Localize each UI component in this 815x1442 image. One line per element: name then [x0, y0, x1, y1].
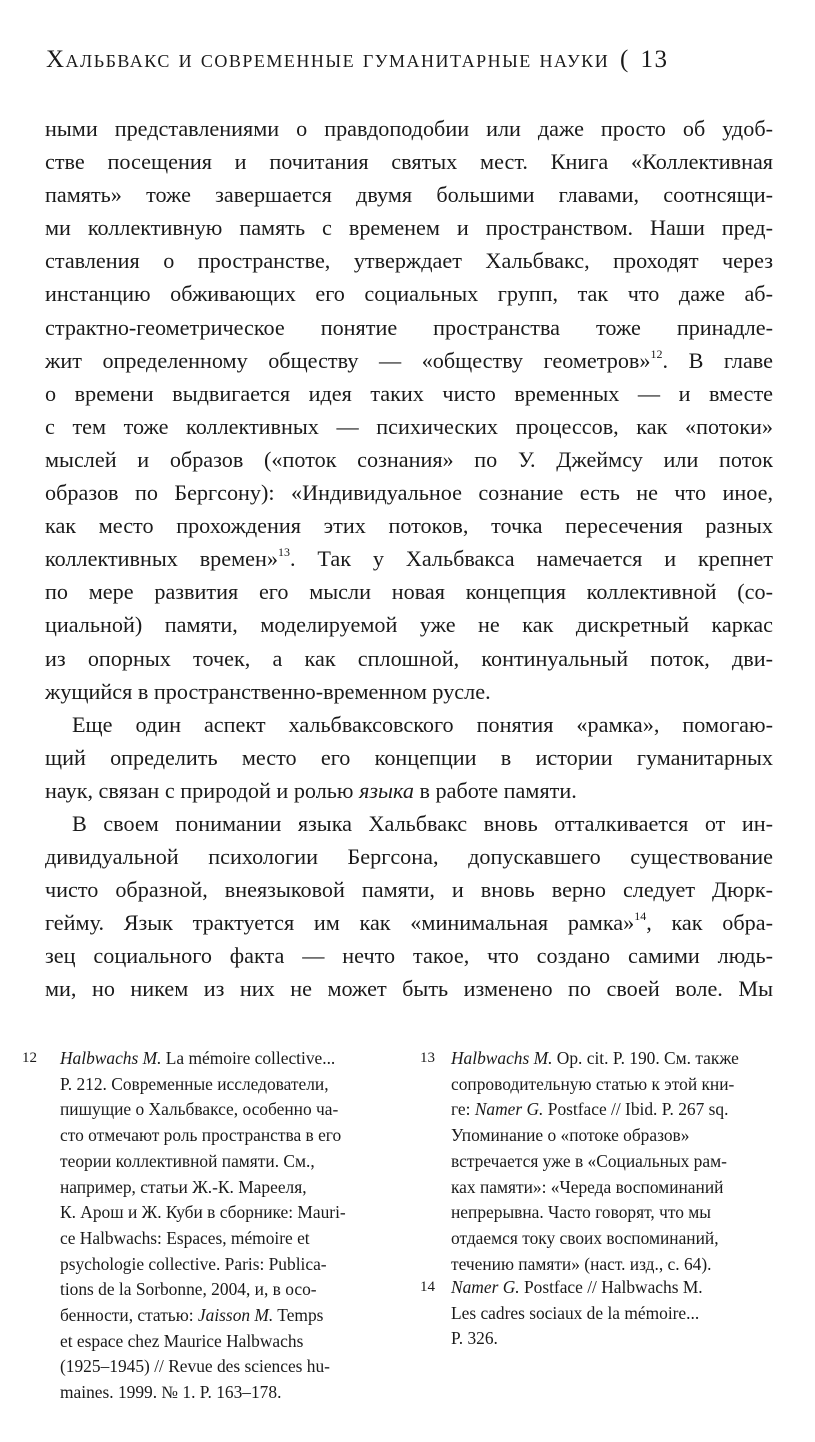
note-line: maines. 1999. № 1. P. 163–178. [60, 1382, 282, 1403]
footnote-text [451, 1275, 771, 1352]
footnote-text [60, 1046, 400, 1406]
text-line: ми коллективную память с временем и пространством. Наши пред- [45, 215, 773, 241]
note-line: сопроводительную статью к этой кни- [451, 1073, 735, 1094]
note-line: Упоминание о «потоке образов» [451, 1125, 690, 1146]
text-line: В своем понимании языка Хальбвакс вновь отталкивается от ин- [72, 810, 773, 836]
footnote-14 [420, 1275, 780, 1352]
note-line: tions de la Sorbonne, 2004, и, в осо- [60, 1279, 317, 1300]
text-line [45, 542, 773, 575]
note-line [451, 1046, 771, 1072]
text-fragment: наук, связан с природой и ролью [45, 777, 360, 803]
text-line: память» тоже завершается двумя большими главами, соотнсящи- [45, 182, 773, 208]
text-line: чисто образной, внеязыковой памяти, и вновь верно следует Дюрк- [45, 877, 773, 903]
note-fragment: Postface // Halbwachs M. [519, 1277, 703, 1297]
note-line: et espace chez Maurice Halbwachs [60, 1330, 304, 1351]
note-line: течению памяти» (наст. изд., с. 64). [451, 1253, 712, 1274]
text-line: Еще один аспект хальбваксовского понятия «рамка», помогаю- [72, 711, 773, 737]
text-line: мыслей и образов («поток сознания» по У. Джеймсу или поток [45, 446, 773, 472]
note-line [60, 1303, 400, 1329]
note-line: например, статьи Ж.-К. Марееля, [60, 1176, 307, 1197]
text-line: из опорных точек, а как сплошной, континуальный поток, дви- [45, 645, 773, 671]
note-fragment: бенности, статью: [60, 1305, 198, 1326]
text-line: ми, но никем из них не может быть изменено по своей воле. Мы [45, 976, 773, 1002]
text-line: инстанцию обживающих его социальных групп, так что даже аб- [45, 281, 773, 307]
paragraph-2 [45, 708, 773, 807]
paragraph-3 [45, 807, 773, 1006]
note-line: psychologie collective. Paris: Publica- [60, 1253, 327, 1274]
note-author: Jaisson M. [197, 1305, 274, 1326]
text-line: стве посещения и почитания святых мест. Книга «Коллективная [45, 149, 773, 175]
footnote-ref-13[interactable]: 13 [277, 545, 290, 560]
note-author: Namer G. [474, 1099, 544, 1120]
text-fragment: жит определенному обществу — «обществу геометров» [45, 347, 651, 373]
note-line: теории коллективной памяти. См., [60, 1150, 315, 1171]
note-line: К. Арош и Ж. Куби в сборнике: Mauri- [60, 1202, 346, 1223]
text-line: с тем тоже коллективных — психических процессов, как «потоки» [45, 413, 773, 439]
note-line: (1925–1945) // Revue des sciences hu- [60, 1356, 330, 1377]
footnote-number: 12 [22, 1050, 37, 1066]
page-number: 13 [640, 46, 669, 73]
note-line: ках памяти»: «Череда воспоминаний [451, 1176, 724, 1197]
text-line [45, 344, 773, 377]
text-line: ными представлениями о правдоподобии или даже просто об удоб- [45, 116, 773, 141]
text-fragment: коллективных времен» [45, 546, 278, 572]
text-line: зец социального факта — нечто такое, что создано самими людь- [45, 943, 773, 969]
note-line: P. 212. Современные исследователи, [60, 1073, 329, 1094]
note-author: Namer G. [451, 1277, 520, 1297]
text-fragment: гейму. Язык трактуется им как «минимальная рамка» [45, 910, 635, 936]
text-line: циальной) памяти, моделируемой уже не как дискретный каркас [45, 612, 773, 638]
footnote-number: 13 [420, 1050, 435, 1066]
text-line: по мере развития его мысли новая концепция коллективной (со- [45, 579, 773, 605]
footnote-number: 14 [420, 1279, 435, 1295]
text-line: ставления о пространстве, утверждает Хальбвакс, проходят через [45, 248, 773, 274]
running-header [46, 38, 773, 82]
text-line: образов по Бергсону): «Индивидуальное сознание есть не что иное, [45, 480, 773, 506]
text-line: как место прохождения этих потоков, точка пересечения разных [45, 513, 773, 539]
footnote-ref-14[interactable]: 14 [634, 909, 647, 924]
note-line: ce Halbwachs: Espaces, mémoire et [60, 1227, 310, 1248]
emphasis-word: языка [359, 777, 414, 803]
note-fragment: ге: [451, 1099, 475, 1120]
note-author: Halbwachs M. [451, 1048, 553, 1068]
note-line: отдаемся току своих воспоминаний, [451, 1227, 719, 1248]
footnote-12 [22, 1046, 392, 1406]
header-separator: ( [619, 46, 630, 73]
note-line: непрерывна. Часто говорят, что мы [451, 1202, 711, 1223]
main-text [45, 112, 773, 1006]
text-fragment: в работе памяти. [413, 777, 577, 803]
footnote-ref-12[interactable]: 12 [650, 346, 663, 361]
text-fragment: , как обра- [646, 910, 773, 936]
note-fragment: La mémoire collective... [161, 1048, 336, 1068]
text-line: жущийся в пространственно-временном русле. [45, 678, 491, 704]
header-title: Хальбвакс и современные гуманитарные науки [46, 46, 610, 73]
note-fragment: Op. cit. P. 190. См. также [552, 1048, 739, 1068]
note-author: Halbwachs M. [60, 1048, 162, 1068]
note-line: пишущие о Хальбваксе, особенно ча- [60, 1099, 339, 1120]
text-line: щий определить место его концепции в истории гуманитарных [45, 744, 773, 770]
text-fragment: . Так у Хальбвакса намечается и крепнет [289, 546, 773, 572]
note-line: встречается уже в «Социальных рам- [451, 1150, 727, 1171]
note-line [451, 1275, 771, 1301]
text-line: о времени выдвигается идея таких чисто временных — и вместе [45, 380, 773, 406]
note-fragment: Postface // Ibid. P. 267 sq. [543, 1099, 729, 1120]
footnote-13 [420, 1046, 780, 1277]
note-line: сто отмечают роль пространства в его [60, 1125, 342, 1146]
text-fragment: . В главе [662, 347, 773, 373]
text-line [45, 906, 773, 939]
text-line: страктно-геометрическое понятие пространства тоже принадле- [45, 314, 773, 340]
paragraph-1 [45, 112, 773, 708]
note-line [60, 1046, 400, 1072]
note-fragment: Temps [273, 1305, 324, 1326]
text-line [45, 774, 773, 807]
note-line: P. 326. [451, 1328, 498, 1349]
note-line: Les cadres sociaux de la mémoire... [451, 1302, 700, 1323]
footnote-text [451, 1046, 771, 1277]
text-line: дивидуальной психологии Бергсона, допускавшего существование [45, 844, 773, 870]
note-line [451, 1097, 771, 1123]
